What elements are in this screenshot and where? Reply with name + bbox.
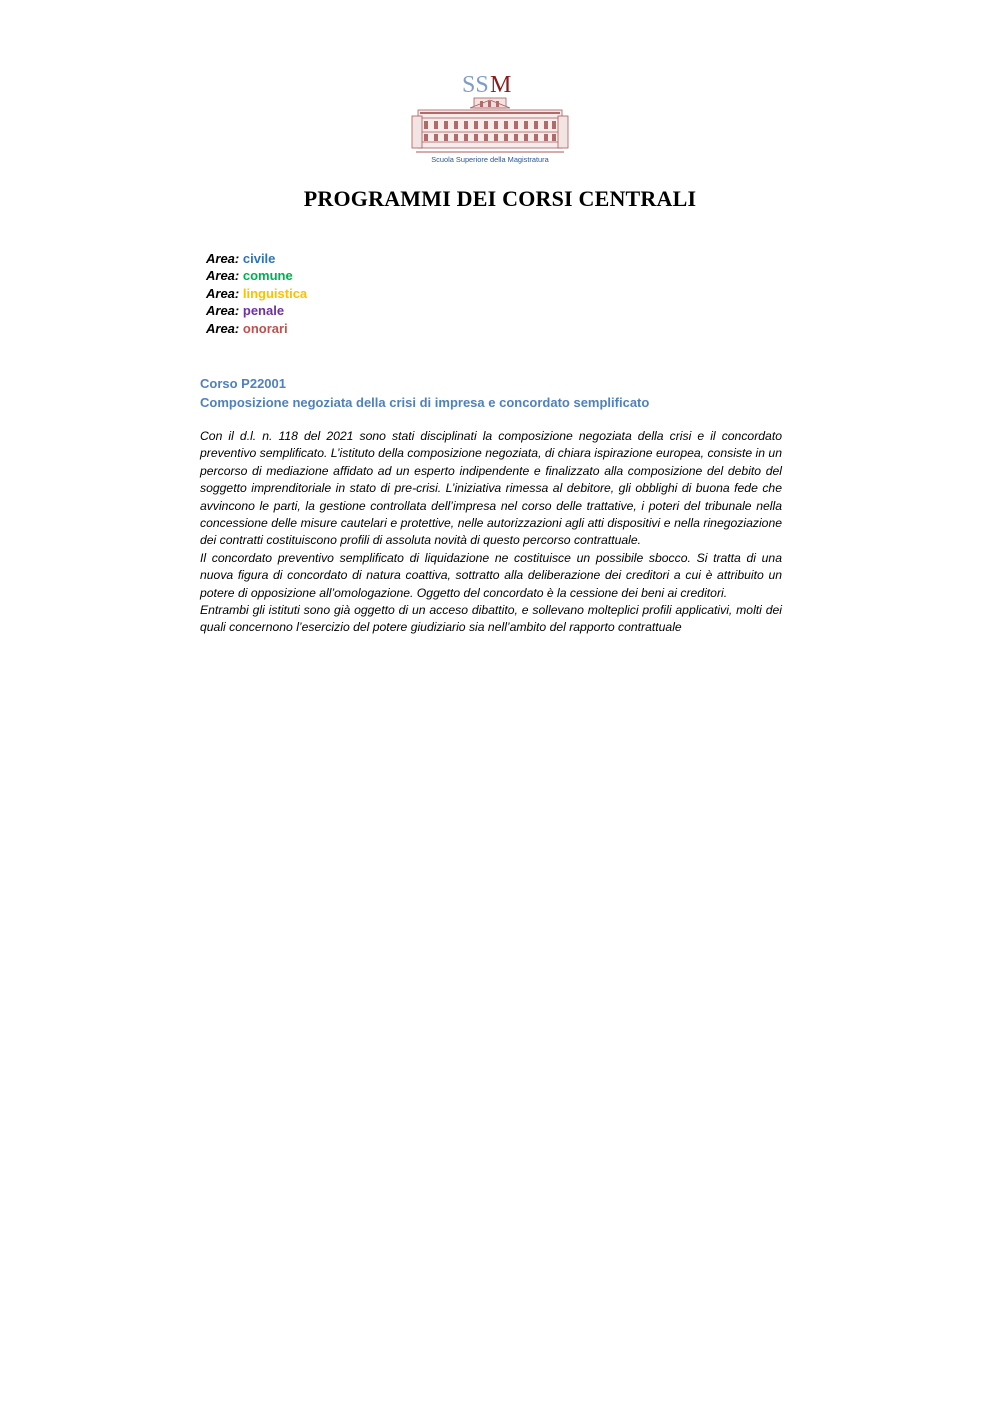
area-label: Area: bbox=[206, 320, 240, 336]
area-row-onorari bbox=[206, 320, 307, 337]
course-name: Composizione negoziata della crisi di impresa e concordato semplificato bbox=[200, 395, 650, 410]
page-title: PROGRAMMI DEI CORSI CENTRALI bbox=[303, 186, 697, 211]
area-value-linguistica: linguistica bbox=[242, 285, 308, 301]
area-value-civile: civile bbox=[242, 251, 276, 266]
course-description bbox=[200, 428, 782, 637]
area-label: Area: bbox=[206, 268, 240, 284]
areas-list bbox=[206, 250, 307, 337]
area-row-comune bbox=[206, 267, 307, 284]
description-paragraph: Con il d.l. n. 118 del 2021 sono stati disciplinati la composizione negoziata della crisi e il concordato preventivo semplificato. L’istituto della composizione negoziata, di chiara ispirazione europea, consiste in un percorso di mediazione affidato ad un esperto indipendente e finalizzato alla composizione del debito del soggetto imprenditoriale in stato di pre-crisi. L’iniziativa rimessa al debitore, gli obblighi di buona fede che avvincono le parti, la gestione controllata dell’impresa nel corso delle trattative, i poteri del tribunale nella concessione delle misure cautelari e protettive, nelle autorizzazioni agli atti dispositivi e nella rinegoziazione dei contratti costituiscono profili di assoluta novità di questo percorso contrattuale. bbox=[200, 429, 782, 548]
area-value-onorari: onorari bbox=[242, 320, 288, 336]
area-row-civile bbox=[206, 250, 307, 267]
ssm-logo-graphic bbox=[410, 66, 570, 168]
ssm-logo bbox=[410, 66, 570, 168]
logo-ss-letters: SS bbox=[462, 72, 489, 98]
logo-m-letter: M bbox=[490, 72, 512, 98]
area-row-linguistica bbox=[206, 285, 307, 302]
course-code: Corso P22001 bbox=[200, 376, 286, 391]
area-value-comune: comune bbox=[242, 268, 293, 284]
course-heading bbox=[200, 374, 782, 412]
area-label: Area: bbox=[206, 303, 240, 319]
area-label: Area: bbox=[206, 285, 240, 301]
logo-subtitle: Scuola Superiore della Magistratura bbox=[431, 155, 549, 164]
area-label: Area: bbox=[206, 251, 240, 266]
area-row-penale bbox=[206, 302, 307, 319]
description-paragraph: Entrambi gli istituti sono già oggetto di un acceso dibattito, e sollevano molteplici profili applicativi, molti dei quali concernono l’esercizio del potere giudiziario sia nell’ambito del rapporto contrattuale bbox=[200, 603, 782, 635]
description-paragraph: Il concordato preventivo semplificato di liquidazione ne costituisce un possibile sbocco. Si tratta di una nuova figura di concordato di natura coattiva, sottratto alla deliberazione dei creditori a cui è attribuito un potere di opposizione all’omologazione. Oggetto del concordato è la cessione dei beni ai creditori. bbox=[200, 550, 782, 600]
area-value-penale: penale bbox=[242, 303, 285, 319]
